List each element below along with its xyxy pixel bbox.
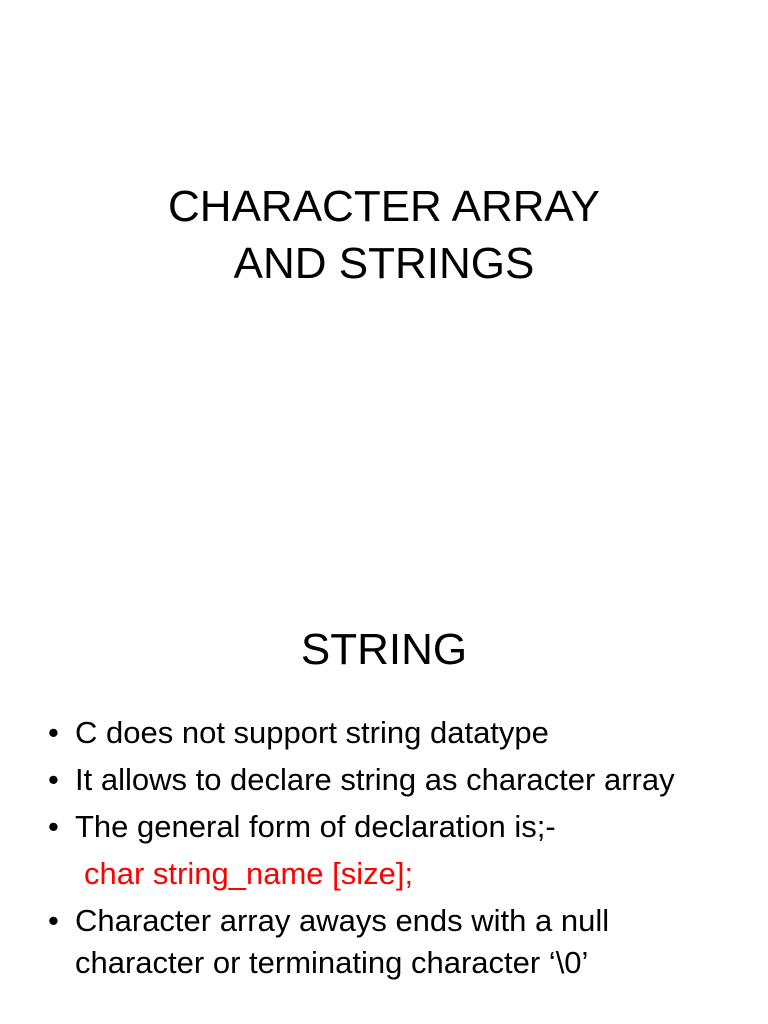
slide-title-line-1: CHARACTER ARRAY — [168, 182, 600, 231]
bullet-dot-icon: • — [48, 903, 59, 938]
bullet-item — [44, 806, 744, 848]
bullet-dot-icon: • — [48, 715, 59, 750]
bullet-dot-icon: • — [48, 809, 59, 844]
code-text: char string_name [size]; — [84, 856, 414, 891]
slide-heading: STRING — [300, 625, 468, 674]
slide-title-line-2: AND STRINGS — [233, 239, 535, 288]
bullet-dot-icon: • — [48, 762, 59, 797]
bullet-text: The general form of declaration is;- — [75, 809, 556, 844]
slide-title — [0, 178, 768, 292]
code-example — [44, 853, 744, 895]
string-slide — [0, 576, 768, 1024]
bullet-item — [44, 712, 744, 754]
bullet-list — [44, 712, 744, 989]
bullet-text: It allows to declare string as character array — [75, 762, 675, 797]
bullet-item — [44, 759, 744, 801]
bullet-text: C does not support string datatype — [75, 715, 549, 750]
bullet-text: Character array aways ends with a null character or terminating character ‘\0’ — [75, 903, 610, 980]
bullet-item — [44, 900, 744, 984]
